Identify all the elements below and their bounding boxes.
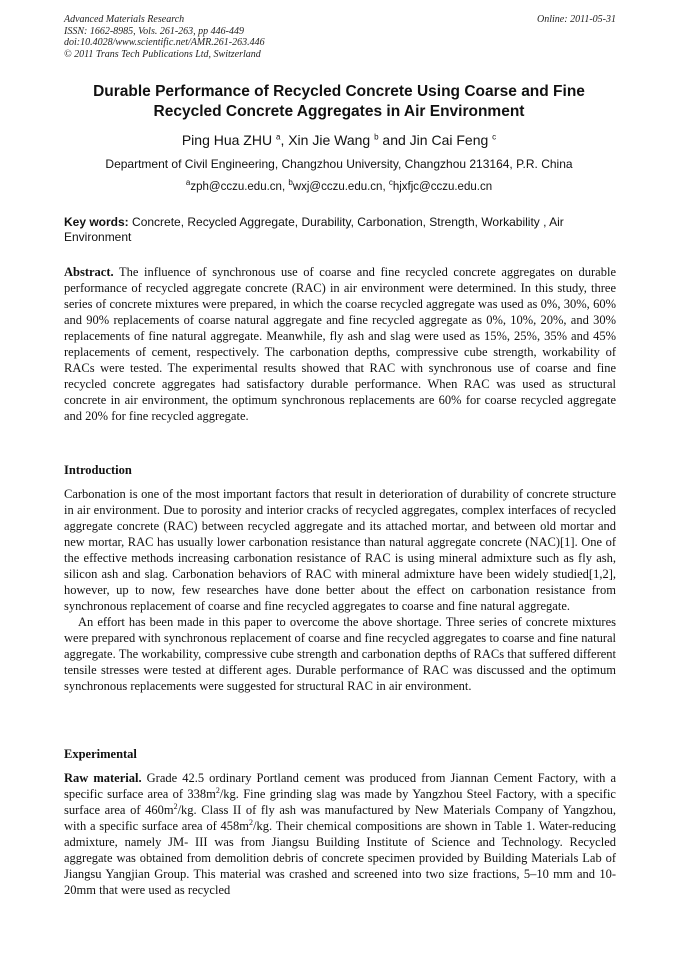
text-run: /kg. Their chemical compositions are shown in Table 1. Water-reducing admixture, namely JM- III was from Jiangsu Building Institute of Science and Technology. Recycled aggregate was obtained from demolition debris of concrete specimen provided by Building Materials Lab of Jiangsu Yangjian Group. This material was crashed and screened into two size fractions, 5–10 mm and 10-20mm that were used as recycled — [64, 819, 616, 897]
abstract-label: Abstract. — [64, 265, 114, 279]
issn-line: ISSN: 1662-8985, Vols. 261-263, pp 446-449 — [64, 25, 244, 37]
text-run: /kg. Class II of fly ash was manufactured by New Materials Company of Yangzhou, with a specific surface area of 458m — [64, 803, 616, 833]
affiliation: Department of Civil Engineering, Changzhou University, Changzhou 213164, P.R. China — [105, 157, 573, 171]
keywords-label: Key words: — [64, 215, 129, 229]
text-run: Grade 42.5 ordinary Portland cement was produced from Jiannan Cement Factory, with a specific surface area of 338m — [64, 771, 616, 801]
email-address: zph@cczu.edu.cn, — [190, 181, 289, 193]
keywords-text: Concrete, Recycled Aggregate, Durability, Carbonation, Strength, Workability , Air Environment — [64, 215, 564, 244]
section-heading-introduction: Introduction — [64, 463, 132, 477]
journal-header — [64, 14, 616, 60]
email-address: hjxfjc@cczu.edu.cn — [392, 181, 493, 193]
author-superscript: b — [374, 132, 379, 142]
unit-superscript: 2 — [215, 785, 220, 795]
experimental-body — [64, 770, 616, 898]
doi-line: doi:10.4028/www.scientific.net/AMR.261-263.446 — [64, 37, 265, 48]
author-name: Ping Hua ZHU — [181, 132, 273, 148]
section-heading-experimental: Experimental — [64, 747, 137, 761]
subsection-label: Raw material. — [64, 771, 142, 785]
email-superscript: a — [185, 178, 191, 188]
abstract — [64, 264, 616, 424]
email-address: wxj@cczu.edu.cn, — [292, 181, 389, 193]
paragraph: Carbonation is one of the most important factors that result in deterioration of durability of concrete structure in air environment. Due to porosity and interior cracks of recycled aggregates, complex interfaces of recycled aggregate concrete (RAC) between recycled aggregate and its attached mortar, and between old mortar and new mortar, RAC has usually lower carbonation resistance than natural aggregate concrete (NAC)[1]. One of the effective methods increasing carbonation resistance of RAC is using mineral admixture such as fly ash, silicon ash and slag. Carbonation behaviors of RAC with mineral admixture have been widely studied[1,2], however, up to now, few researches have done better about the effect on carbonation resistance from synchronous replacement of coarse and fine recycled aggregates to coarse and fine natural aggregate. — [64, 487, 616, 613]
email-superscript: b — [288, 178, 293, 188]
email-superscript: c — [388, 178, 393, 188]
abstract-text: The influence of synchronous use of coarse and fine recycled concrete aggregates on durable performance of recycled aggregate concrete (RAC) in air environment were determined. In this study, three series of concrete mixtures were prepared, in which the coarse recycled aggregate was used as 0%, 30%, 60% and 90% replacements of coarse natural aggregate and fine recycled aggregate as 0%, 10%, 20%, and 30% replacements of fine natural aggregate. Meanwhile, fly ash and slag were used as 15%, 25%, 35% and 45% replacements of cement, respectively. The carbonation depths, compressive cube strength, workability of RACs were tested. The experimental results showed that RAC with synchronous use of coarse and fine recycled concrete aggregates had satisfactory durable performance. When RAC was used as structural concrete in air environment, the optimum synchronous replacements are 60% for coarse recycled aggregate and 20% for fine recycled aggregate. — [64, 265, 616, 423]
unit-superscript: 2 — [249, 817, 254, 827]
author-list — [64, 131, 614, 149]
paper-title: Durable Performance of Recycled Concrete Using Coarse and Fine Recycled Concrete Aggregates in Air Environment — [93, 83, 585, 120]
author-name: , Xin Jie Wang — [280, 132, 371, 148]
author-superscript: a — [275, 132, 281, 142]
online-date: Online: 2011-05-31 — [537, 14, 616, 25]
text-run: /kg. Fine grinding slag was made by Yangzhou Steel Factory, with a specific surface area of 460m — [64, 787, 616, 817]
introduction-body — [64, 486, 616, 694]
author-superscript: c — [492, 132, 497, 142]
unit-superscript: 2 — [173, 801, 178, 811]
keywords — [64, 215, 616, 245]
email-list — [64, 180, 614, 195]
paragraph: An effort has been made in this paper to overcome the above shortage. Three series of concrete mixtures were prepared with synchronous replacement of coarse and fine recycled aggregates to coarse and fine natural aggregate. The workability, compressive cube strength and carbonation depths of RACs that suffered different tensile stresses were tested at different ages. Durable performance of RAC was discussed and the optimum synchronous replacements were suggested for structural RAC in air environment. — [64, 615, 616, 693]
author-name: and Jin Cai Feng — [378, 132, 489, 148]
copyright-line: © 2011 Trans Tech Publications Ltd, Switzerland — [64, 48, 261, 60]
journal-name: Advanced Materials Research — [64, 14, 185, 25]
